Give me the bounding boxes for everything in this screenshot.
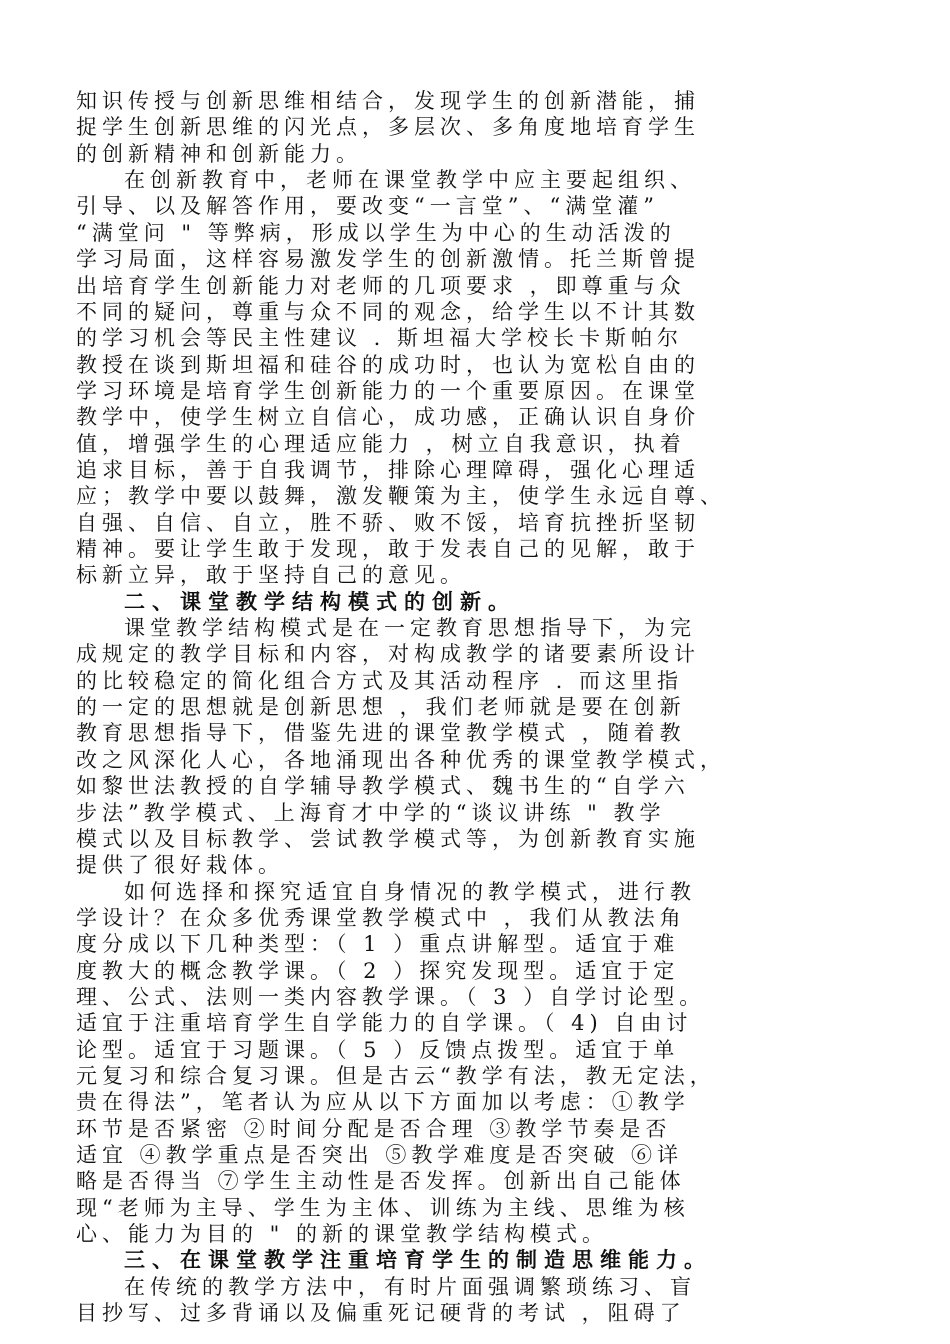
text-line: 改之风深化人心，各地涌现出各种优秀的课堂教学模式， [76,747,726,772]
text-line: 标新立异，敢于坚持自己的意见。 [76,563,466,588]
text-line: 现“老师为主导、学生为主体、训练为主线、思维为核 [76,1195,690,1220]
text-line: 度分成以下几种类型：（ 1 ）重点讲解型。适宜于难 [76,932,680,957]
text-line: 略是否得当 ⑦学生主动性是否发挥。创新出自己能体 [76,1169,686,1194]
text-line: 的学习机会等民主性建议 . 斯坦福大学校长卡斯帕尔 [76,326,684,351]
text-line: 课堂教学结构模式是在一定教育思想指导下，为完 [124,616,696,640]
text-line: 贵在得法”，笔者认为应从以下方面加以考虑：①教学 [76,1090,690,1115]
section-heading: 二、课堂教学结构模式的创新。 [124,588,516,614]
text-line: 不同的疑问，尊重与众不同的观念，给学生以不计其数 [76,299,700,324]
text-line: 出培育学生创新能力对老师的几项要求 ，即尊重与众 [76,273,686,298]
text-line: 学设计？在众多优秀课堂教学模式中 ，我们从教法角 [76,905,686,930]
text-line: 成规定的教学目标和内容，对构成教学的诸要素所设计 [76,642,700,667]
section-heading: 三、在课堂教学注重培育学生的制造思维能力。 [124,1247,712,1273]
text-line: 应；教学中要以鼓舞，激发鞭策为主，使学生永远自尊、 [76,484,726,509]
text-line: 在传统的教学方法中，有时片面强调繁琐练习、盲 [124,1274,696,1299]
text-line: 教学中，使学生树立自信心，成功感，正确认识自身价 [76,405,700,430]
text-line: 值，增强学生的心理适应能力 ，树立自我意识，执着 [76,431,686,456]
text-line: 元复习和综合复习课。但是古云“教学有法，教无定法， [76,1064,716,1088]
text-line: 步法”教学模式、上海育才中学的“谈议讲练 " 教学 [76,800,666,825]
text-line: 如何选择和探究适宜自身情况的教学模式，进行教 [124,879,696,904]
text-line: 精神。要让学生敢于发现，敢于发表自己的见解，敢于 [76,537,700,561]
text-line: 的比较稳定的简化组合方式及其活动程序 . 而这里指 [76,668,684,693]
text-line: 如黎世法教授的自学辅导教学模式、魏书生的“自学六 [76,774,690,799]
text-line: 学习局面，这样容易激发学生的创新激情。托兰斯曾提 [76,247,700,272]
text-line: 在创新教育中，老师在课堂教学中应主要起组织、 [124,168,696,193]
text-line: 适宜 ④教学重点是否突出 ⑤教学难度是否突破 ⑥详 [76,1143,684,1167]
text-line: 的一定的思想就是创新思想 ，我们老师就是要在创新 [76,695,686,720]
text-line: 学习环境是培育学生创新能力的一个重要原因。在课堂 [76,378,700,403]
text-line: 知识传授与创新思维相结合，发现学生的创新潜能，捕 [76,89,700,113]
text-line: 提供了很好栽体。 [76,853,284,878]
text-line: 心、能力为目的 " 的新的课堂教学结构模式。 [76,1222,609,1246]
text-line: 度教大的概念教学课。（ 2 ）探究发现型。适宜于定 [76,958,680,983]
text-line: 理、公式、法则一类内容教学课。（ 3 ）自学讨论型。 [76,984,706,1009]
text-line: 捉学生创新思维的闪光点，多层次、多角度地培育学生 [76,115,700,140]
text-line: 教授在谈到斯坦福和硅谷的成功时，也认为宽松自由的 [76,352,700,377]
text-line: 自强、自信、自立，胜不骄、败不馁，培育抗挫折坚韧 [76,510,700,535]
text-line: 的创新精神和创新能力。 [76,141,362,166]
text-line: 教育思想指导下，借鉴先进的课堂教学模式 ，随着教 [76,721,686,746]
text-line: 环节是否紧密 ②时间分配是否合理 ③教学节奏是否 [76,1116,672,1141]
text-line: “满堂问 " 等弊病，形成以学生为中心的生动活泼的 [76,220,676,245]
text-line: 论型。适宜于习题课。（ 5 ）反馈点拨型。适宜于单 [76,1037,680,1062]
text-line: 引导、以及解答作用，要改变“一言堂”、“满堂灌” [76,194,659,219]
text-line: 目抄写、过多背诵以及偏重死记硬背的考试 ，阻碍了 [76,1301,686,1326]
text-line: 追求目标，善于自我调节，排除心理障碍，强化心理适 [76,457,700,482]
text-line: 模式以及目标教学、尝试教学模式等，为创新教育实施 [76,826,700,851]
text-line: 适宜于注重培育学生自学能力的自学课。（ 4) 自由讨 [76,1011,693,1036]
